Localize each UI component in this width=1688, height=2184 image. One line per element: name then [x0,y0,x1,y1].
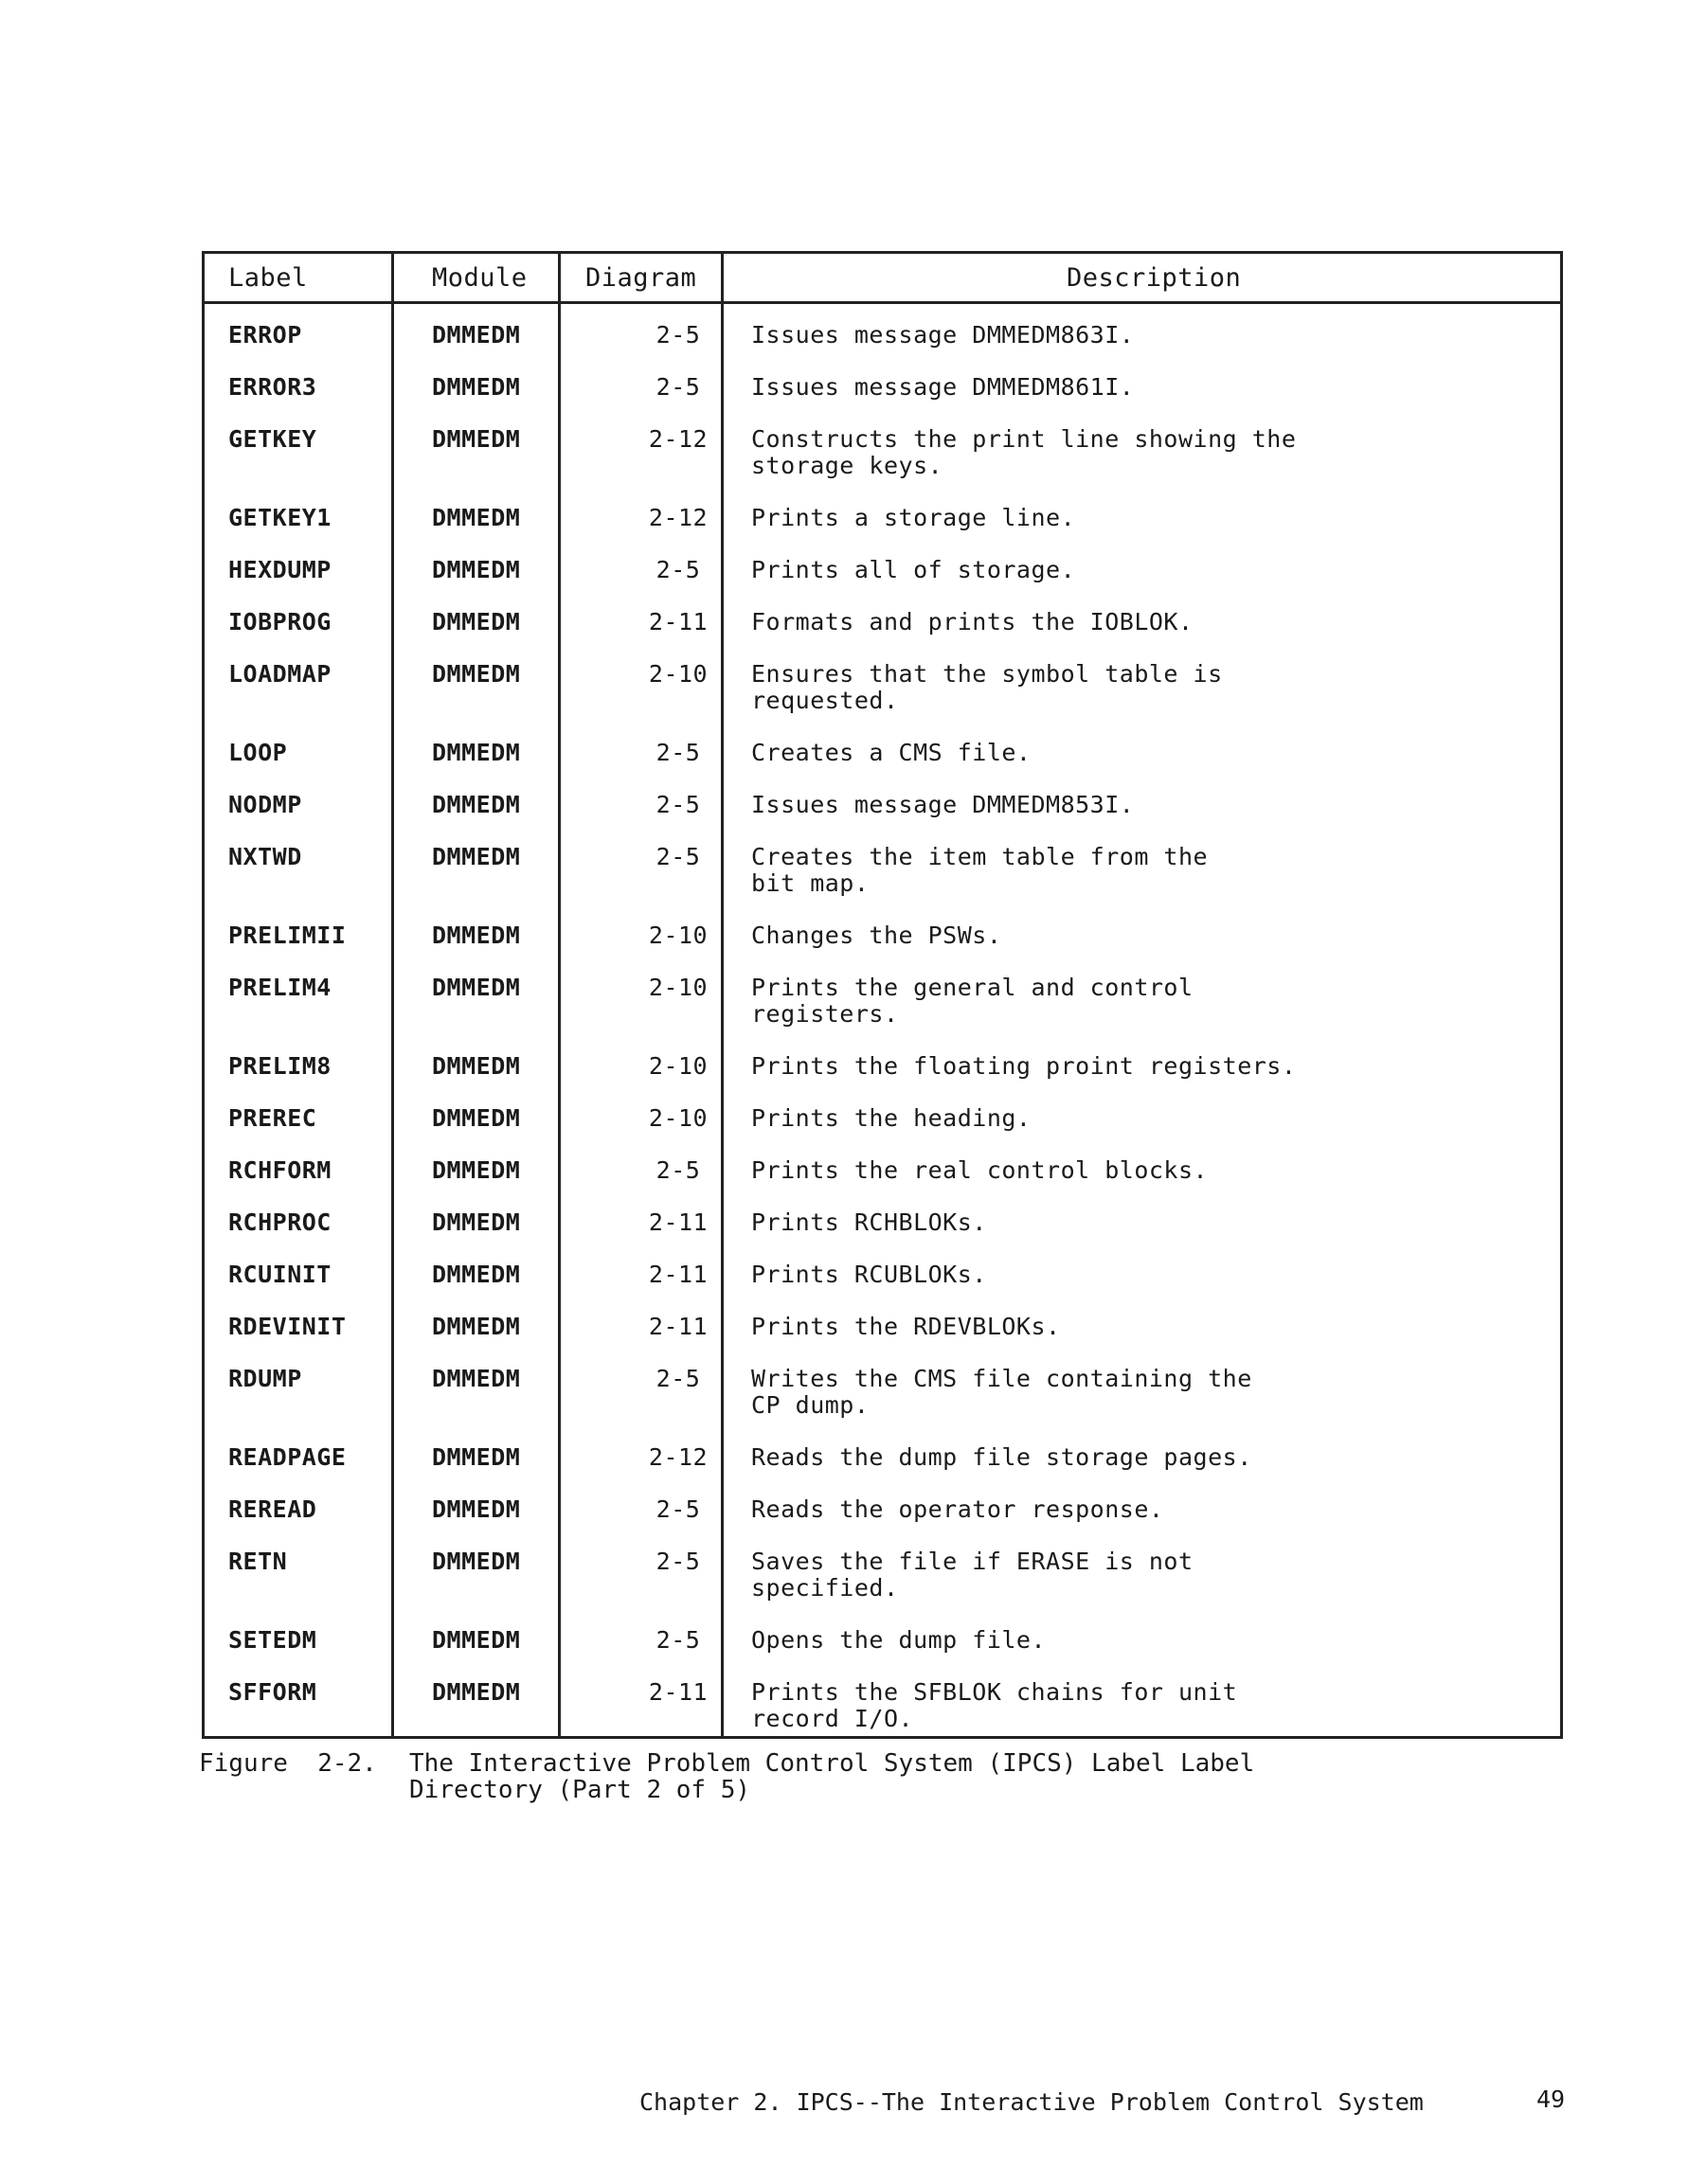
row-label: LOOP [228,739,288,766]
row-diagram: 2-10 [648,974,709,1001]
row-module: DMMEDM [432,556,521,583]
row-description: Formats and prints the IOBLOK. [751,608,1194,636]
row-module: DMMEDM [432,739,521,766]
row-description: Prints a storage line. [751,504,1076,531]
row-description: Prints the RDEVBLOKs. [751,1313,1061,1340]
row-description: Prints the general and control registers. [751,974,1194,1028]
header-description: Description [1067,263,1242,293]
row-label: ERROP [228,321,302,349]
row-module: DMMEDM [432,1104,521,1132]
row-description: Ensures that the symbol table is requested. [751,660,1223,714]
row-diagram: 2-5 [655,321,701,349]
row-diagram: 2-5 [655,373,701,401]
row-label: NXTWD [228,843,302,870]
row-label: RCHPROC [228,1208,332,1236]
row-module: DMMEDM [432,504,521,531]
row-description: Issues message DMMEDM861I. [751,373,1135,401]
row-description: Saves the file if ERASE is not specified. [751,1548,1194,1602]
column-divider [391,254,394,1736]
row-description: Prints the real control blocks. [751,1156,1209,1184]
row-label: SETEDM [228,1626,317,1654]
row-diagram: 2-5 [655,1156,701,1184]
row-label: PRELIM8 [228,1052,332,1080]
row-diagram: 2-11 [648,1208,709,1236]
row-description: Changes the PSWs. [751,922,1002,949]
row-module: DMMEDM [432,1548,521,1575]
row-diagram: 2-10 [648,660,709,688]
figure-caption [199,1749,1255,1856]
row-diagram: 2-11 [648,608,709,636]
row-description: Prints RCHBLOKs. [751,1208,987,1236]
row-label: RETN [228,1548,288,1575]
page-number: 49 [1536,2086,1566,2113]
row-diagram: 2-11 [648,1678,709,1706]
row-description: Issues message DMMEDM863I. [751,321,1135,349]
row-module: DMMEDM [432,425,521,453]
row-module: DMMEDM [432,1261,521,1288]
row-diagram: 2-11 [648,1313,709,1340]
row-label: PRELIM4 [228,974,332,1001]
row-module: DMMEDM [432,660,521,688]
row-label: IOBPROG [228,608,332,636]
row-diagram: 2-5 [655,1626,701,1654]
row-diagram: 2-5 [655,843,701,870]
row-description: Reads the operator response. [751,1495,1164,1523]
row-diagram: 2-5 [655,739,701,766]
running-footer: Chapter 2. IPCS--The Interactive Problem Control System [639,2088,1424,2116]
header-diagram: Diagram [585,263,697,293]
row-label: REREAD [228,1495,317,1523]
row-module: DMMEDM [432,1443,521,1471]
figure-title: The Interactive Problem Control System (IPCS) Label Label Directory (Part 2 of 5) [409,1749,1255,1804]
row-diagram: 2-10 [648,1052,709,1080]
header-label: Label [228,263,308,293]
row-description: Prints the SFBLOK chains for unit record I/O. [751,1678,1238,1732]
row-description: Writes the CMS file containing the CP dump. [751,1365,1252,1419]
row-description: Opens the dump file. [751,1626,1047,1654]
row-module: DMMEDM [432,1365,521,1392]
row-module: DMMEDM [432,1156,521,1184]
row-module: DMMEDM [432,843,521,870]
header-rule [205,301,1560,304]
row-label: RDEVINIT [228,1313,347,1340]
row-description: Creates the item table from the bit map. [751,843,1209,897]
row-diagram: 2-10 [648,922,709,949]
row-diagram: 2-5 [655,791,701,818]
row-label: RCUINIT [228,1261,332,1288]
row-label: GETKEY [228,425,317,453]
label-directory-table [202,251,1563,1739]
row-label: NODMP [228,791,302,818]
row-diagram: 2-10 [648,1104,709,1132]
row-label: RCHFORM [228,1156,332,1184]
row-label: PREREC [228,1104,317,1132]
row-label: PRELIMII [228,922,347,949]
row-diagram: 2-12 [648,504,709,531]
row-module: DMMEDM [432,791,521,818]
row-label: SFFORM [228,1678,317,1706]
row-module: DMMEDM [432,1678,521,1706]
row-description: Issues message DMMEDM853I. [751,791,1135,818]
row-module: DMMEDM [432,1208,521,1236]
row-description: Prints RCUBLOKs. [751,1261,987,1288]
row-diagram: 2-5 [655,1365,701,1392]
row-description: Prints the heading. [751,1104,1032,1132]
column-divider [558,254,561,1736]
row-diagram: 2-5 [655,556,701,583]
row-label: HEXDUMP [228,556,332,583]
row-module: DMMEDM [432,1313,521,1340]
header-module: Module [432,263,528,293]
row-description: Constructs the print line showing the storage keys. [751,425,1297,479]
row-module: DMMEDM [432,1052,521,1080]
row-module: DMMEDM [432,608,521,636]
row-diagram: 2-5 [655,1495,701,1523]
row-label: LOADMAP [228,660,332,688]
row-module: DMMEDM [432,974,521,1001]
row-description: Prints all of storage. [751,556,1076,583]
row-label: ERROR3 [228,373,317,401]
row-label: RDUMP [228,1365,302,1392]
row-diagram: 2-5 [655,1548,701,1575]
row-module: DMMEDM [432,321,521,349]
row-module: DMMEDM [432,1495,521,1523]
row-diagram: 2-12 [648,425,709,453]
row-module: DMMEDM [432,922,521,949]
row-diagram: 2-11 [648,1261,709,1288]
row-module: DMMEDM [432,373,521,401]
row-module: DMMEDM [432,1626,521,1654]
figure-number: Figure 2-2. [199,1749,377,1778]
row-label: GETKEY1 [228,504,332,531]
row-description: Reads the dump file storage pages. [751,1443,1252,1471]
row-description: Creates a CMS file. [751,739,1032,766]
row-label: READPAGE [228,1443,347,1471]
row-diagram: 2-12 [648,1443,709,1471]
row-description: Prints the floating proint registers. [751,1052,1297,1080]
